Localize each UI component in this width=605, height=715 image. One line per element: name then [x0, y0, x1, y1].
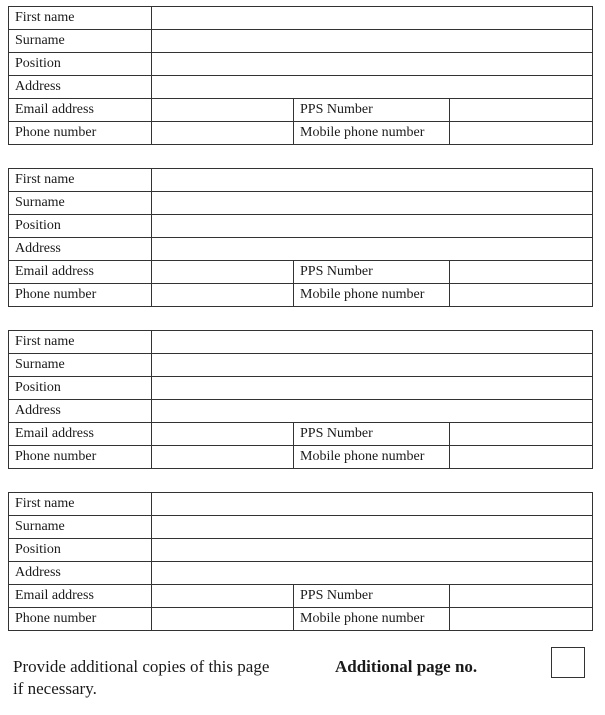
mobile-label: Mobile phone number	[294, 608, 450, 631]
position-label: Position	[9, 53, 152, 76]
position-field[interactable]	[152, 539, 593, 562]
pps-label: PPS Number	[294, 99, 450, 122]
position-field[interactable]	[152, 53, 593, 76]
first-name-field[interactable]	[152, 493, 593, 516]
first-name-row	[9, 169, 593, 192]
additional-copies-note: Provide additional copies of this page if necessary.	[13, 657, 270, 698]
first-name-row	[9, 7, 593, 30]
address-row	[9, 400, 593, 423]
mobile-field[interactable]	[450, 284, 593, 307]
phone-field[interactable]	[152, 446, 294, 469]
address-row	[9, 76, 593, 99]
pps-label: PPS Number	[294, 423, 450, 446]
first-name-label: First name	[9, 493, 152, 516]
phone-field[interactable]	[152, 122, 294, 145]
surname-label: Surname	[9, 354, 152, 377]
email-label: Email address	[9, 585, 152, 608]
email-pps-row	[9, 423, 593, 446]
pps-field[interactable]	[450, 423, 593, 446]
person-block-2	[8, 168, 593, 307]
mobile-field[interactable]	[450, 608, 593, 631]
person-block-4	[8, 492, 593, 631]
first-name-label: First name	[9, 169, 152, 192]
first-name-label: First name	[9, 7, 152, 30]
first-name-label: First name	[9, 331, 152, 354]
position-label: Position	[9, 377, 152, 400]
mobile-field[interactable]	[450, 122, 593, 145]
first-name-field[interactable]	[152, 7, 593, 30]
mobile-label: Mobile phone number	[294, 284, 450, 307]
phone-mobile-row	[9, 608, 593, 631]
position-field[interactable]	[152, 377, 593, 400]
phone-label: Phone number	[9, 284, 152, 307]
mobile-label: Mobile phone number	[294, 446, 450, 469]
email-label: Email address	[9, 423, 152, 446]
pps-label: PPS Number	[294, 585, 450, 608]
position-row	[9, 539, 593, 562]
phone-mobile-row	[9, 122, 593, 145]
first-name-row	[9, 331, 593, 354]
surname-label: Surname	[9, 516, 152, 539]
pps-label: PPS Number	[294, 261, 450, 284]
phone-field[interactable]	[152, 608, 294, 631]
address-label: Address	[9, 400, 152, 423]
surname-row	[9, 192, 593, 215]
mobile-label: Mobile phone number	[294, 122, 450, 145]
additional-page-number-box[interactable]	[551, 647, 585, 678]
surname-field[interactable]	[152, 516, 593, 539]
position-label: Position	[9, 539, 152, 562]
phone-field[interactable]	[152, 284, 294, 307]
email-pps-row	[9, 261, 593, 284]
surname-row	[9, 30, 593, 53]
person-details-form	[8, 6, 592, 654]
email-label: Email address	[9, 99, 152, 122]
email-field[interactable]	[152, 261, 294, 284]
position-row	[9, 377, 593, 400]
surname-label: Surname	[9, 192, 152, 215]
first-name-row	[9, 493, 593, 516]
address-row	[9, 562, 593, 585]
position-label: Position	[9, 215, 152, 238]
surname-row	[9, 516, 593, 539]
mobile-field[interactable]	[450, 446, 593, 469]
pps-field[interactable]	[450, 99, 593, 122]
person-block-1	[8, 6, 593, 145]
pps-field[interactable]	[450, 261, 593, 284]
phone-label: Phone number	[9, 122, 152, 145]
surname-field[interactable]	[152, 354, 593, 377]
surname-label: Surname	[9, 30, 152, 53]
email-field[interactable]	[152, 585, 294, 608]
address-label: Address	[9, 238, 152, 261]
surname-field[interactable]	[152, 192, 593, 215]
additional-page-label: Additional page no.	[335, 657, 478, 676]
person-block-3	[8, 330, 593, 469]
address-field[interactable]	[152, 238, 593, 261]
phone-label: Phone number	[9, 608, 152, 631]
address-field[interactable]	[152, 562, 593, 585]
position-row	[9, 215, 593, 238]
address-field[interactable]	[152, 400, 593, 423]
position-row	[9, 53, 593, 76]
surname-row	[9, 354, 593, 377]
address-row	[9, 238, 593, 261]
address-field[interactable]	[152, 76, 593, 99]
email-label: Email address	[9, 261, 152, 284]
surname-field[interactable]	[152, 30, 593, 53]
email-pps-row	[9, 585, 593, 608]
address-label: Address	[9, 76, 152, 99]
phone-label: Phone number	[9, 446, 152, 469]
position-field[interactable]	[152, 215, 593, 238]
pps-field[interactable]	[450, 585, 593, 608]
email-field[interactable]	[152, 423, 294, 446]
first-name-field[interactable]	[152, 331, 593, 354]
phone-mobile-row	[9, 446, 593, 469]
email-pps-row	[9, 99, 593, 122]
address-label: Address	[9, 562, 152, 585]
first-name-field[interactable]	[152, 169, 593, 192]
phone-mobile-row	[9, 284, 593, 307]
email-field[interactable]	[152, 99, 294, 122]
